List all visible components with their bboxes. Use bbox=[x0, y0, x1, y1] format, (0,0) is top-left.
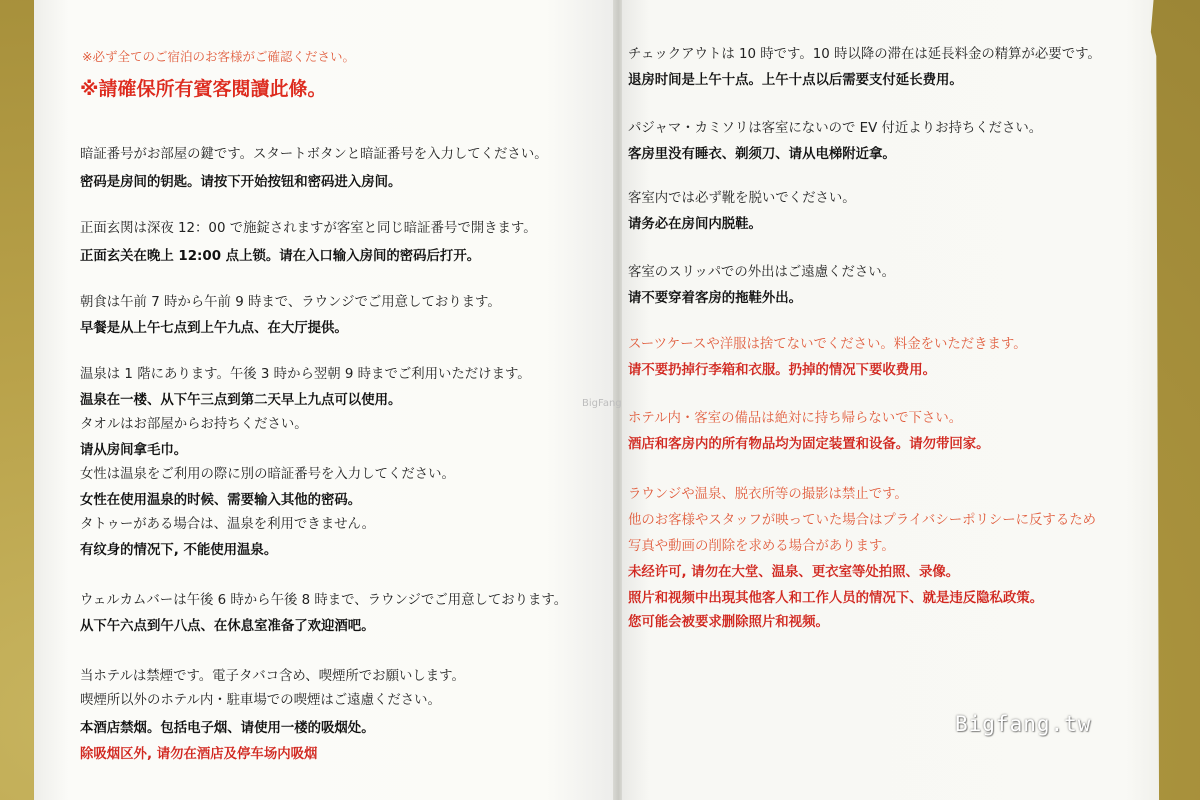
towel-cn: 请从房间拿毛巾。 bbox=[80, 443, 188, 458]
luggage-jp: スーツケースや洋服は捨てないでください。料金をいただきます。 bbox=[628, 337, 1027, 352]
pajama-jp: パジャマ・カミソリは客室にないので EV 付近よりお持ちください。 bbox=[628, 121, 1043, 136]
tattoo-cn: 有纹身的情况下, 不能使用温泉。 bbox=[80, 543, 278, 558]
slipper-jp: 客室のスリッパでの外出はご遠慮ください。 bbox=[628, 265, 896, 280]
checkout-jp: チェックアウトは 10 時です。10 時以降の滞在は延長料金の精算が必要です。 bbox=[628, 47, 1101, 62]
notice-jp: ※必ず全てのご宿泊のお客様がご確認ください。 bbox=[82, 49, 355, 64]
entrance-jp: 正面玄関は深夜 12：00 で施錠されますが客室と同じ暗証番号で開きます。 bbox=[80, 221, 537, 236]
photo-jp1: ラウンジや温泉、脱衣所等の撮影は禁止です。 bbox=[628, 487, 908, 502]
photo-cn3: 您可能会被要求删除照片和视频。 bbox=[628, 615, 829, 630]
shoes-cn: 请务必在房间内脱鞋。 bbox=[628, 217, 762, 232]
slipper-cn: 请不要穿着客房的拖鞋外出。 bbox=[628, 291, 803, 306]
smoking-jp2: 喫煙所以外のホテル内・駐車場での喫煙はご遠慮ください。 bbox=[80, 693, 441, 708]
welcome-bar-cn: 从下午六点到午八点、在休息室准备了欢迎酒吧。 bbox=[80, 619, 375, 634]
pajama-cn: 客房里没有睡衣、剃须刀、请从电梯附近拿。 bbox=[628, 147, 896, 162]
luggage-cn: 请不要扔掉行李箱和衣服。扔掉的情况下要收费用。 bbox=[628, 363, 936, 378]
photo-jp3: 写真や動画の削除を求める場合があります。 bbox=[628, 539, 895, 554]
female-cn: 女性在使用温泉的时候、需要输入其他的密码。 bbox=[80, 493, 362, 508]
smoking-cn: 本酒店禁烟。包括电子烟、请使用一楼的吸烟处。 bbox=[80, 721, 375, 736]
female-jp: 女性は温泉をご利用の際に別の暗証番号を入力してください。 bbox=[80, 467, 455, 482]
items-cn: 酒店和客房内的所有物品均为固定装置和设备。请勿带回家。 bbox=[628, 437, 990, 452]
entrance-cn: 正面玄关在晚上 12:00 点上锁。请在入口输入房间的密码后打开。 bbox=[80, 249, 481, 264]
onsen-cn: 温泉在一楼、从下午三点到第二天早上九点可以使用。 bbox=[80, 393, 402, 408]
tattoo-jp: タトゥーがある場合は、温泉を利用できません。 bbox=[80, 517, 376, 532]
watermark-mid: BigFang bbox=[582, 398, 622, 409]
photo-jp2: 他のお客様やスタッフが映っていた場合はプライバシーポリシーに反するため bbox=[628, 513, 1096, 528]
keycode-jp: 暗証番号がお部屋の鍵です。スタートボタンと暗証番号を入力してください。 bbox=[80, 147, 548, 162]
welcome-bar-jp: ウェルカムバーは午後 6 時から午後 8 時まで、ラウンジでご用意しております。 bbox=[80, 593, 568, 608]
photo-cn1: 未经许可, 请勿在大堂、温泉、更衣室等处拍照、录像。 bbox=[628, 565, 960, 580]
towel-jp: タオルはお部屋からお持ちください。 bbox=[80, 417, 308, 432]
notice-cn: ※請確保所有賓客閱讀此條。 bbox=[80, 78, 327, 100]
smoking-cn-red: 除吸烟区外, 请勿在酒店及停车场内吸烟 bbox=[80, 747, 318, 762]
keycode-cn: 密码是房间的钥匙。请按下开始按钮和密码进入房间。 bbox=[80, 175, 402, 190]
smoking-jp: 当ホテルは禁煙です。電子タバコ含め、喫煙所でお願いします。 bbox=[80, 669, 465, 684]
items-jp: ホテル内・客室の備品は絶対に持ち帰らないで下さい。 bbox=[628, 411, 963, 426]
breakfast-cn: 早餐是从上午七点到上午九点、在大厅提供。 bbox=[80, 321, 348, 336]
shoes-jp: 客室内では必ず靴を脱いでください。 bbox=[628, 191, 856, 206]
photo-cn2: 照片和视频中出現其他客人和工作人员的情况下、就是违反隐私政策。 bbox=[628, 591, 1044, 606]
breakfast-jp: 朝食は午前 7 時から午前 9 時まで、ラウンジでご用意しております。 bbox=[80, 295, 501, 310]
watermark: Bigfang.tw bbox=[955, 712, 1092, 736]
onsen-jp: 温泉は 1 階にあります。午後 3 時から翌朝 9 時までご利用いただけます。 bbox=[80, 367, 531, 382]
checkout-cn: 退房时间是上午十点。上午十点以后需要支付延长费用。 bbox=[628, 73, 963, 88]
